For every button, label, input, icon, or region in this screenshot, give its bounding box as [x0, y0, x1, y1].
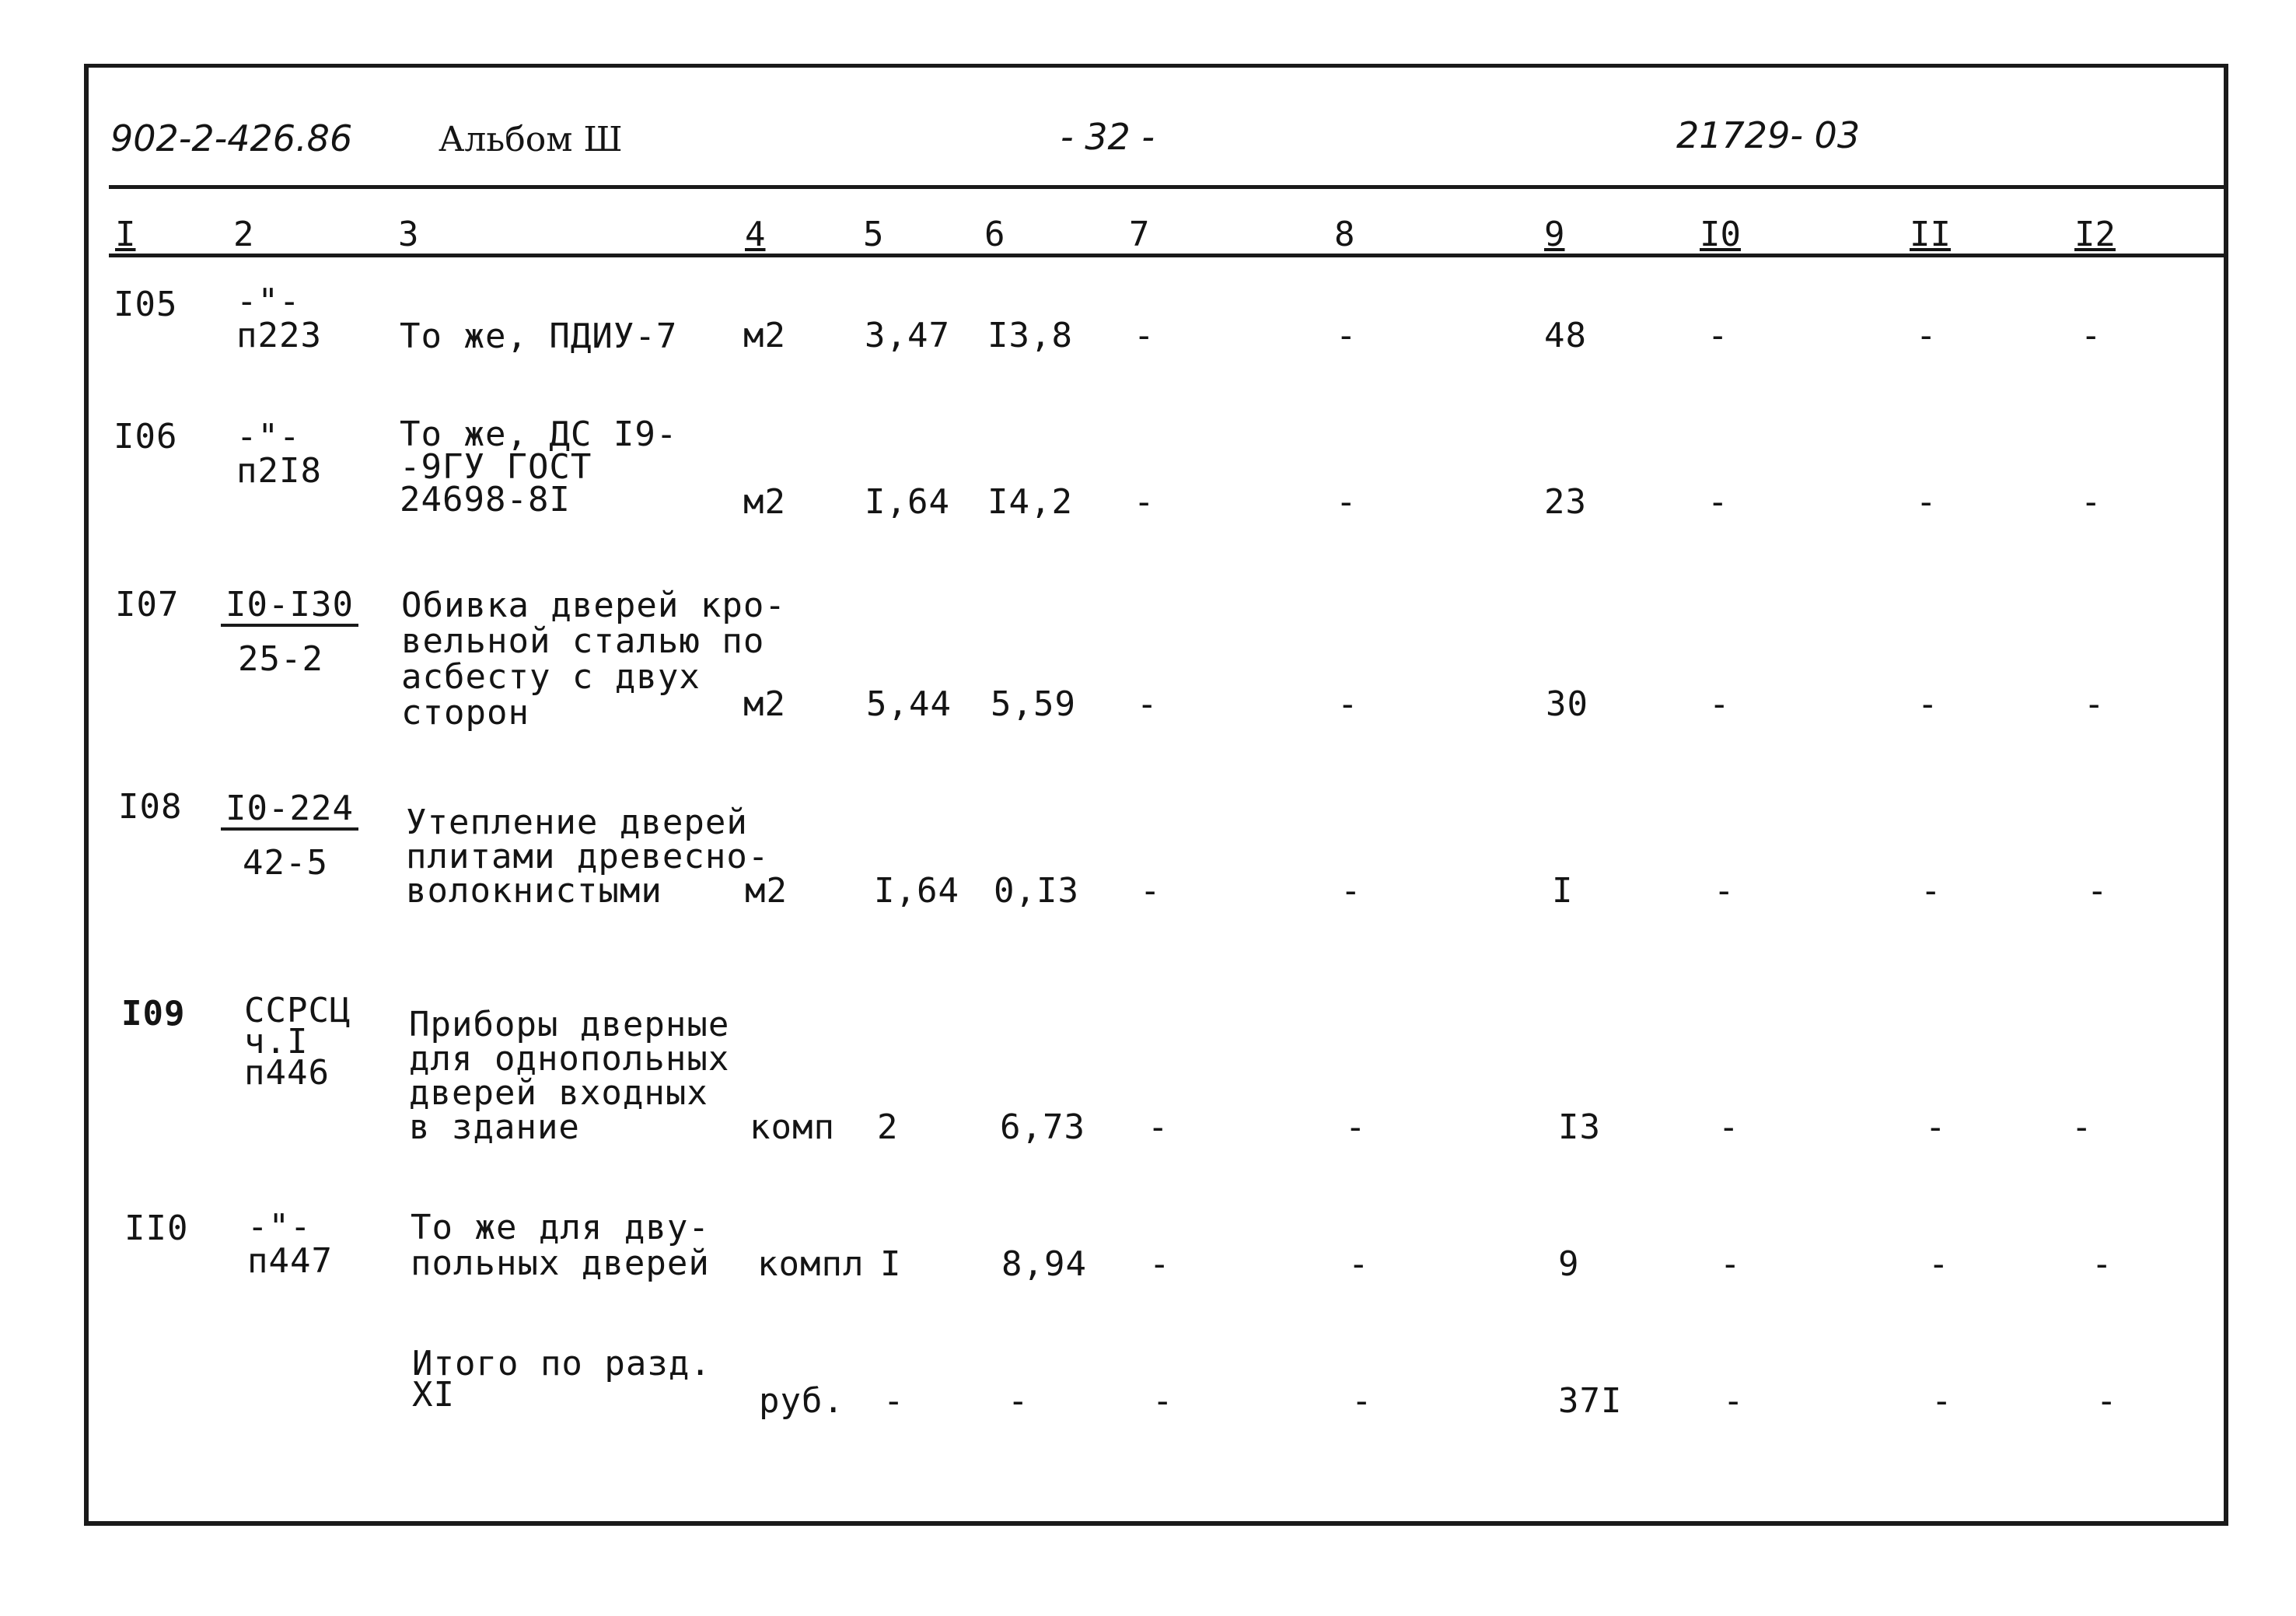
- total-col5: -: [883, 1381, 905, 1421]
- cell-col10: -: [1718, 1107, 1740, 1147]
- cell-col10: -: [1707, 316, 1729, 355]
- cell-col7: -: [1140, 871, 1162, 911]
- total-sum: 37I: [1558, 1381, 1623, 1421]
- cell-col6: 0,I3: [994, 871, 1079, 911]
- item-description: Приборы дверные для однопольных дверей входных в здание: [409, 1005, 730, 1147]
- album-label: Альбом Ш: [439, 120, 623, 159]
- cell-col9: I: [1552, 871, 1574, 911]
- column-number: II: [1910, 215, 1951, 254]
- item-description: То же, ДС I9- -9ГУ ГОСТ 24698-8I: [400, 414, 678, 519]
- cell-col6: 8,94: [1001, 1244, 1087, 1284]
- cell-col6: I3,8: [987, 316, 1073, 355]
- cell-col5: I,64: [874, 871, 959, 911]
- page-frame: [84, 64, 2228, 1526]
- total-col11: -: [1931, 1381, 1953, 1421]
- cell-col12: -: [2092, 1244, 2113, 1284]
- cell-col11: -: [1928, 1244, 1950, 1284]
- column-number: 3: [398, 215, 419, 254]
- row-number: I09: [121, 994, 186, 1034]
- total-col7: -: [1152, 1381, 1174, 1421]
- column-number: 5: [863, 215, 884, 254]
- norm-code: ССРСЦ ч.I п446: [244, 991, 351, 1093]
- row-number: I08: [118, 787, 183, 827]
- unit: м2: [743, 684, 786, 724]
- cell-col11: -: [1916, 482, 1938, 522]
- header-divider: [109, 185, 2227, 189]
- cell-col11: -: [1917, 684, 1939, 724]
- cell-col9: 23: [1544, 482, 1587, 522]
- column-number: I: [115, 215, 136, 254]
- total-unit: руб.: [759, 1381, 844, 1421]
- norm-code: -"- п223: [236, 282, 322, 355]
- cell-col10: -: [1714, 871, 1735, 911]
- total-col12: -: [2096, 1381, 2118, 1421]
- cell-col12: -: [2071, 1107, 2093, 1147]
- norm-code: -"- п447: [247, 1207, 333, 1281]
- cell-col7: -: [1149, 1244, 1171, 1284]
- norm-code-denominator: 42-5: [243, 843, 328, 883]
- norm-code-denominator: 25-2: [238, 639, 323, 679]
- cell-col12: -: [2081, 316, 2102, 355]
- column-number: 2: [233, 215, 254, 254]
- column-number: 7: [1129, 215, 1150, 254]
- cell-col8: -: [1336, 316, 1358, 355]
- total-col10: -: [1723, 1381, 1745, 1421]
- row-number: I06: [114, 417, 178, 456]
- column-number: 4: [745, 215, 766, 254]
- page-number: - 32 -: [1061, 116, 1155, 158]
- norm-code-numerator: I0-224: [221, 792, 358, 831]
- cell-col6: I4,2: [987, 482, 1073, 522]
- column-number: 8: [1334, 215, 1355, 254]
- cell-col9: 9: [1558, 1244, 1580, 1284]
- total-col8: -: [1351, 1381, 1373, 1421]
- item-description: Обивка дверей кро- вельной сталью по асбесту с двух сторон: [401, 586, 786, 733]
- cell-col7: -: [1148, 1107, 1169, 1147]
- cell-col5: I: [880, 1244, 902, 1284]
- item-description: То же, ПДИУ-7: [400, 317, 678, 356]
- cell-col5: 5,44: [866, 684, 952, 724]
- unit: м2: [743, 482, 786, 522]
- unit: м2: [745, 871, 788, 911]
- cell-col8: -: [1345, 1107, 1367, 1147]
- cell-col8: -: [1348, 1244, 1370, 1284]
- cell-col5: 3,47: [865, 316, 950, 355]
- row-number: II0: [124, 1209, 189, 1248]
- cell-col8: -: [1340, 871, 1362, 911]
- cell-col8: -: [1336, 482, 1358, 522]
- unit: компл: [757, 1244, 865, 1284]
- cell-col12: -: [2087, 871, 2109, 911]
- document-number: 21729- 03: [1676, 114, 1861, 156]
- cell-col11: -: [1920, 871, 1942, 911]
- cell-col10: -: [1709, 684, 1731, 724]
- cell-col5: I,64: [865, 482, 950, 522]
- column-number: I2: [2074, 215, 2116, 254]
- total-description: Итого по разд. XI: [412, 1344, 711, 1415]
- column-number: 9: [1544, 215, 1565, 254]
- doc-code: 902-2-426.86: [110, 117, 353, 159]
- unit: комп: [750, 1107, 835, 1147]
- cell-col7: -: [1137, 684, 1158, 724]
- row-number: I07: [115, 585, 180, 624]
- norm-code: -"- п2I8: [236, 417, 322, 491]
- total-col6: -: [1008, 1381, 1029, 1421]
- cell-col9: 30: [1546, 684, 1588, 724]
- unit: м2: [743, 316, 786, 355]
- item-description: Утепление дверей плитами древесно- волокнистыми: [406, 803, 770, 911]
- cell-col10: -: [1720, 1244, 1742, 1284]
- cell-col10: -: [1707, 482, 1729, 522]
- cell-col6: 5,59: [991, 684, 1076, 724]
- cell-col12: -: [2081, 482, 2102, 522]
- column-number: 6: [984, 215, 1005, 254]
- cell-col9: I3: [1558, 1107, 1601, 1147]
- column-number: I0: [1700, 215, 1741, 254]
- cell-col11: -: [1916, 316, 1938, 355]
- cell-col7: -: [1134, 482, 1155, 522]
- row-number: I05: [114, 285, 178, 324]
- cell-col7: -: [1134, 316, 1155, 355]
- cell-col5: 2: [877, 1107, 899, 1147]
- norm-code-numerator: I0-I30: [221, 588, 358, 627]
- cell-col11: -: [1925, 1107, 1947, 1147]
- cell-col6: 6,73: [1000, 1107, 1085, 1147]
- cell-col9: 48: [1544, 316, 1587, 355]
- item-description: То же для дву- польных дверей: [411, 1208, 710, 1283]
- cell-col8: -: [1337, 684, 1359, 724]
- cell-col12: -: [2084, 684, 2106, 724]
